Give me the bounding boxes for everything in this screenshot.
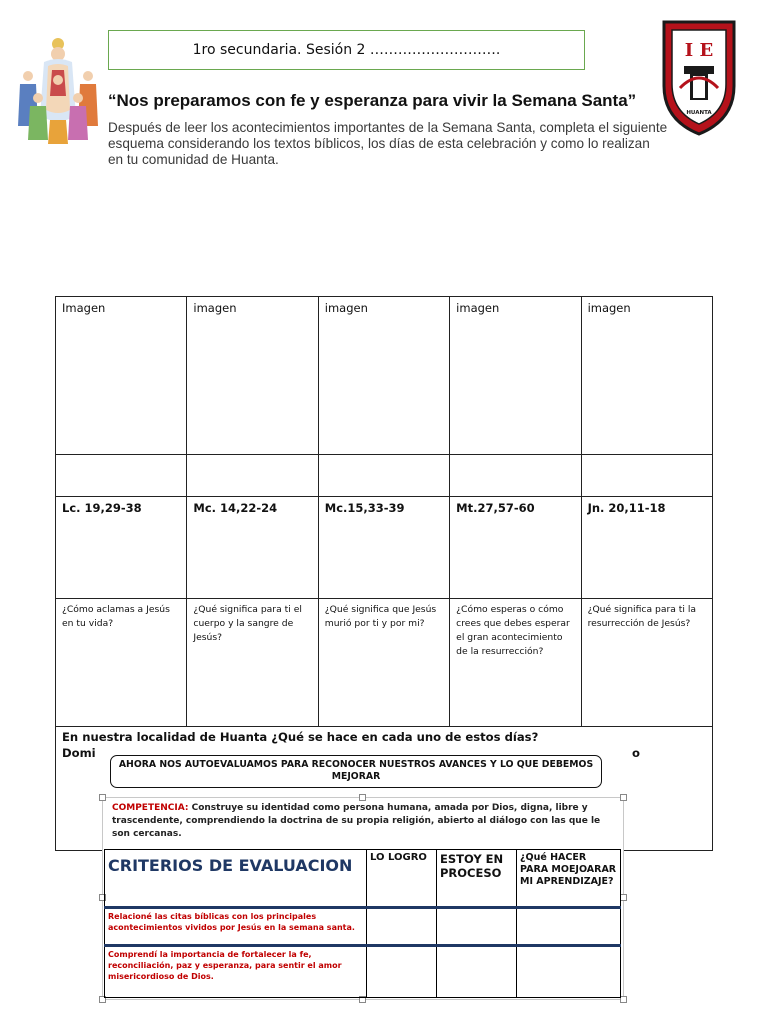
competencia-label: COMPETENCIA:: [112, 803, 189, 813]
citation-cell[interactable]: Jn. 20,11-18: [581, 497, 712, 599]
citation-cell[interactable]: Mt.27,57-60: [450, 497, 581, 599]
day-label-left: Domi: [62, 746, 96, 760]
image-cell[interactable]: imagen: [318, 297, 449, 455]
evaluation-criteria-table: [104, 849, 621, 998]
image-cell[interactable]: imagen: [187, 297, 318, 455]
blank-cell[interactable]: [318, 455, 449, 497]
question-row: [56, 599, 713, 727]
en-proceso-cell[interactable]: [437, 946, 517, 998]
document-title: “Nos preparamos con fe y esperanza para vivir la Semana Santa”: [108, 91, 637, 110]
virgin-mary-illustration: [14, 36, 104, 146]
criteria-header-row: [105, 850, 621, 908]
lo-logro-cell[interactable]: [367, 908, 437, 946]
image-cell[interactable]: imagen: [581, 297, 712, 455]
lo-logro-header: LO LOGRO: [367, 850, 437, 908]
session-label: 1ro secundaria. Sesión 2 ……………………….: [192, 42, 501, 58]
question-cell[interactable]: ¿Cómo aclamas a Jesús en tu vida?: [56, 599, 187, 727]
image-row: [56, 297, 713, 455]
session-box: [108, 30, 585, 70]
criteria-header: CRITERIOS DE EVALUACION: [105, 850, 367, 908]
criteria-row: [105, 908, 621, 946]
resize-handle[interactable]: [620, 794, 627, 801]
crest-caption: HUANTA: [686, 110, 712, 116]
como-mejorar-cell[interactable]: [517, 908, 621, 946]
resize-handle[interactable]: [99, 794, 106, 801]
question-cell[interactable]: ¿Qué significa para ti el cuerpo y la sangre de Jesús?: [187, 599, 318, 727]
blank-cell[interactable]: [450, 455, 581, 497]
criterion-text: Comprendí la importancia de fortalecer la fe, reconciliación, paz y esperanza, para sentir el amor misericordioso de Dios.: [105, 946, 367, 998]
blank-cell[interactable]: [581, 455, 712, 497]
crest-letters: I E: [684, 40, 714, 61]
instructions-paragraph: Después de leer los acontecimientos importantes de la Semana Santa, completa el siguiente esquema considerando los textos bíblicos, los días de esta celebración y como lo realizan en tu comunidad de Huanta.: [108, 120, 668, 167]
blank-cell[interactable]: [187, 455, 318, 497]
en-proceso-header: ESTOY EN PROCESO: [437, 850, 517, 908]
question-cell[interactable]: ¿Cómo esperas o cómo crees que debes esperar el gran acontecimiento de la resurrección?: [450, 599, 581, 727]
question-cell[interactable]: ¿Qué significa que Jesús murió por ti y por mi?: [318, 599, 449, 727]
en-proceso-cell[interactable]: [437, 908, 517, 946]
lo-logro-cell[interactable]: [367, 946, 437, 998]
question-cell[interactable]: ¿Qué significa para ti la resurrección de Jesús?: [581, 599, 712, 727]
como-mejorar-cell[interactable]: [517, 946, 621, 998]
blank-row: [56, 455, 713, 497]
resize-handle[interactable]: [359, 794, 366, 801]
competencia-description: Construye su identidad como persona humana, amada por Dios, digna, libre y trascendente, comprendiendo la doctrina de su propia religión, abierto al diálogo con las que le son cercanas.: [112, 803, 601, 839]
resize-handle[interactable]: [620, 894, 627, 901]
como-mejorar-header: ¿Qué HACER PARA MOEJOARAR MI APRENDIZAJE?: [517, 850, 621, 908]
image-cell[interactable]: Imagen: [56, 297, 187, 455]
criterion-text: Relacioné las citas bíblicas con los principales acontecimientos vividos por Jesús en la semana santa.: [105, 908, 367, 946]
image-cell[interactable]: imagen: [450, 297, 581, 455]
citation-cell[interactable]: Mc. 14,22-24: [187, 497, 318, 599]
citation-cell[interactable]: Lc. 19,29-38: [56, 497, 187, 599]
citation-cell[interactable]: Mc.15,33-39: [318, 497, 449, 599]
school-crest-logo: [660, 16, 738, 136]
day-label-right: o: [632, 746, 640, 760]
criteria-row: [105, 946, 621, 998]
resize-handle[interactable]: [620, 996, 627, 1003]
competencia-text: [112, 802, 612, 841]
locality-question: En nuestra localidad de Huanta ¿Qué se hace en cada uno de estos días?: [62, 730, 539, 744]
citation-row: [56, 497, 713, 599]
blank-cell[interactable]: [56, 455, 187, 497]
self-evaluation-banner: AHORA NOS AUTOEVALUAMOS PARA RECONOCER NUESTROS AVANCES Y LO QUE DEBEMOS MEJORAR: [110, 755, 602, 788]
